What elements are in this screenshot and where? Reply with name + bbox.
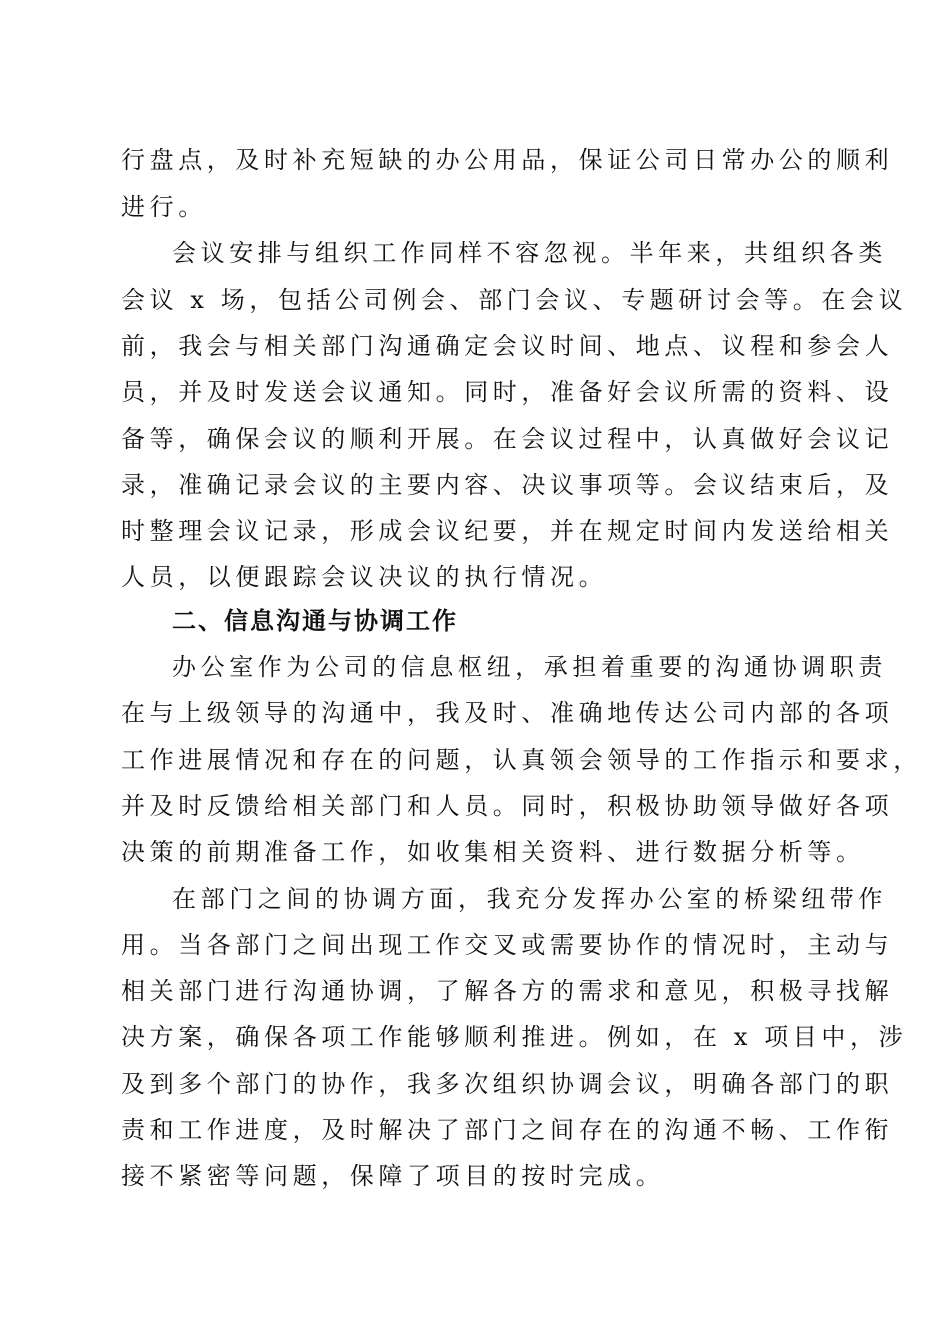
body-text-line: 责和工作进度，及时解决了部门之间存在的沟通不畅、工作衔 xyxy=(121,1116,894,1144)
body-text-line: 录，准确记录会议的主要内容、决议事项等。会议结束后，及 xyxy=(121,471,894,499)
body-text-line: 进行。 xyxy=(121,193,207,221)
body-text-line: 在部门之间的协调方面，我充分发挥办公室的桥梁纽带作 xyxy=(172,885,887,913)
body-text-line: 工作进展情况和存在的问题，认真领会领导的工作指示和要求， xyxy=(121,746,922,774)
body-text-line: 在与上级领导的沟通中，我及时、准确地传达公司内部的各项 xyxy=(121,699,894,727)
body-text-line: 办公室作为公司的信息枢纽，承担着重要的沟通协调职责 xyxy=(172,653,887,681)
body-text-line: 备等，确保会议的顺利开展。在会议过程中，认真做好会议记 xyxy=(121,425,894,453)
section-heading: 二、信息沟通与协调工作 xyxy=(172,607,458,635)
body-text-line: 接不紧密等问题，保障了项目的按时完成。 xyxy=(121,1162,665,1190)
body-text-line: 决方案，确保各项工作能够顺利推进。例如，在 x 项目中，涉 xyxy=(121,1023,908,1051)
body-text-line: 会议 x 场，包括公司例会、部门会议、专题研讨会等。在会议 xyxy=(121,286,908,314)
body-text-line: 员，并及时发送会议通知。同时，准备好会议所需的资料、设 xyxy=(121,378,894,406)
body-text-line: 前，我会与相关部门沟通确定会议时间、地点、议程和参会人 xyxy=(121,332,894,360)
body-text-line: 相关部门进行沟通协调，了解各方的需求和意见，积极寻找解 xyxy=(121,977,894,1005)
body-text-line: 时整理会议记录，形成会议纪要，并在规定时间内发送给相关 xyxy=(121,517,894,545)
body-text-line: 及到多个部门的协作，我多次组织协调会议，明确各部门的职 xyxy=(121,1070,894,1098)
body-text-line: 决策的前期准备工作，如收集相关资料、进行数据分析等。 xyxy=(121,838,865,866)
body-text-line: 并及时反馈给相关部门和人员。同时，积极协助领导做好各项 xyxy=(121,792,894,820)
body-text-line: 行盘点，及时补充短缺的办公用品，保证公司日常办公的顺利 xyxy=(121,146,894,174)
body-text-line: 会议安排与组织工作同样不容忽视。半年来，共组织各类 xyxy=(172,239,887,267)
body-text-line: 人员，以便跟踪会议决议的执行情况。 xyxy=(121,563,608,591)
body-text-line: 用。当各部门之间出现工作交叉或需要协作的情况时，主动与 xyxy=(121,931,894,959)
